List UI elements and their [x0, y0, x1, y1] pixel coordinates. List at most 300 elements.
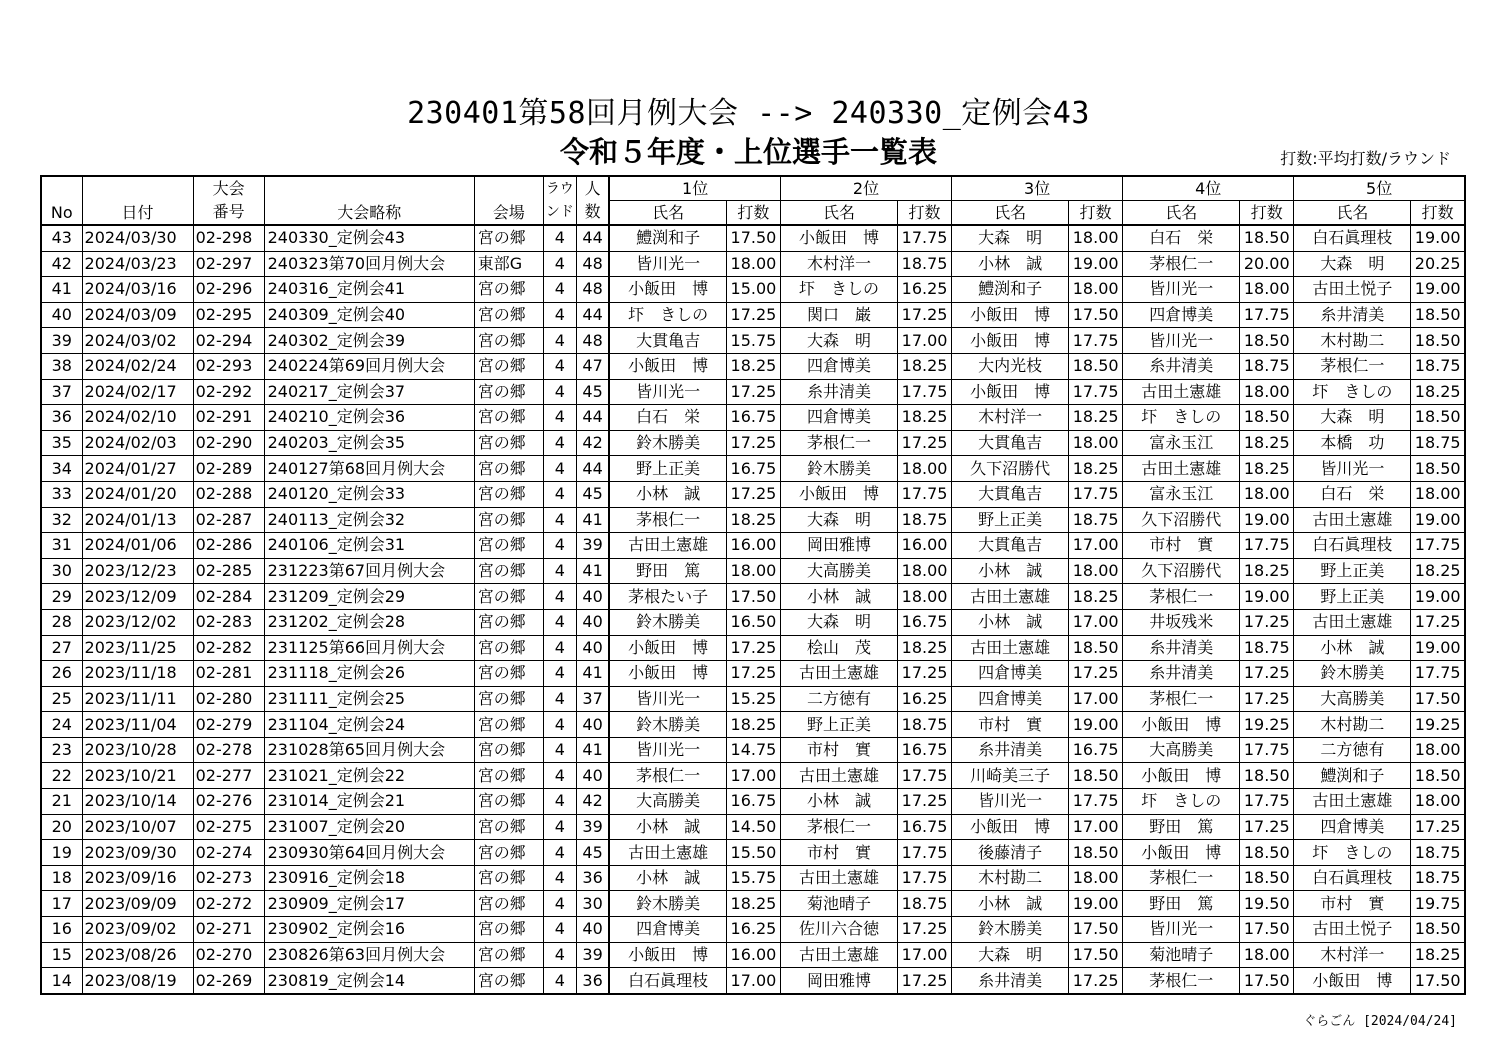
place-5-player: 大森 明 [1294, 405, 1411, 431]
place-3-player: 小林 誠 [952, 558, 1069, 584]
place-1-score: 17.25 [726, 661, 780, 687]
table-row [41, 405, 1465, 431]
place-4-player: 茅根仁一 [1123, 584, 1240, 610]
place-2-player: 菊池晴子 [780, 891, 897, 917]
row-event-code: 02-281 [193, 661, 264, 687]
row-players: 48 [576, 328, 609, 354]
row-date: 2023/09/30 [82, 840, 193, 866]
row-players: 40 [576, 584, 609, 610]
place-5-score: 18.50 [1411, 917, 1465, 943]
place-2-player: 市村 實 [780, 840, 897, 866]
row-rounds: 4 [543, 558, 576, 584]
row-venue: 宮の郷 [474, 328, 543, 354]
place-5-player: 白石 栄 [1294, 481, 1411, 507]
place-3-score: 18.00 [1069, 277, 1123, 303]
place-3-score: 17.00 [1069, 814, 1123, 840]
row-event-code: 02-275 [193, 814, 264, 840]
row-event-code: 02-280 [193, 686, 264, 712]
place-1-player: 小林 誠 [609, 814, 726, 840]
place-5-score: 19.00 [1411, 225, 1465, 251]
place-1-score: 15.50 [726, 840, 780, 866]
place-4-player: 圷 きしの [1123, 789, 1240, 815]
row-no: 40 [41, 302, 82, 328]
place-4-player: 古田土憲雄 [1123, 456, 1240, 482]
place-5-score: 19.75 [1411, 891, 1465, 917]
footer-credit: ぐらごん [2024/04/24] [1303, 1014, 1457, 1029]
row-rounds: 4 [543, 353, 576, 379]
row-date: 2024/03/09 [82, 302, 193, 328]
table-row [41, 456, 1465, 482]
row-no: 25 [41, 686, 82, 712]
table-row [41, 533, 1465, 559]
row-event-name: 240309_定例会40 [264, 302, 474, 328]
row-no: 42 [41, 251, 82, 277]
place-4-score: 18.25 [1240, 456, 1294, 482]
row-date: 2023/11/25 [82, 635, 193, 661]
row-event-code: 02-283 [193, 609, 264, 635]
place-5-score: 19.00 [1411, 507, 1465, 533]
row-event-code: 02-293 [193, 353, 264, 379]
table-row [41, 379, 1465, 405]
place-4-player: 圷 きしの [1123, 405, 1240, 431]
row-event-code: 02-277 [193, 763, 264, 789]
table-row [41, 712, 1465, 738]
place-3-score: 18.25 [1069, 456, 1123, 482]
header-score: 打数 [1240, 201, 1294, 226]
table-row [41, 840, 1465, 866]
row-date: 2023/09/09 [82, 891, 193, 917]
place-2-score: 17.25 [898, 302, 952, 328]
place-5-score: 17.50 [1411, 968, 1465, 994]
place-1-score: 16.00 [726, 942, 780, 968]
place-2-player: 大森 明 [780, 609, 897, 635]
place-2-player: 佐川六合徳 [780, 917, 897, 943]
place-4-player: 皆川光一 [1123, 328, 1240, 354]
place-4-score: 19.00 [1240, 584, 1294, 610]
place-2-score: 17.75 [898, 379, 952, 405]
row-no: 23 [41, 737, 82, 763]
place-2-player: 古田土憲雄 [780, 661, 897, 687]
place-3-score: 18.50 [1069, 840, 1123, 866]
row-event-code: 02-270 [193, 942, 264, 968]
place-2-score: 18.00 [898, 584, 952, 610]
table-row [41, 635, 1465, 661]
row-date: 2023/10/07 [82, 814, 193, 840]
row-no: 43 [41, 225, 82, 251]
place-3-score: 18.25 [1069, 405, 1123, 431]
place-5-score: 17.50 [1411, 686, 1465, 712]
table-row [41, 609, 1465, 635]
place-1-player: 皆川光一 [609, 379, 726, 405]
table-row [41, 481, 1465, 507]
row-players: 44 [576, 405, 609, 431]
table-header [41, 176, 1465, 225]
row-venue: 宮の郷 [474, 353, 543, 379]
place-1-player: 鈴木勝美 [609, 712, 726, 738]
place-4-player: 野田 篤 [1123, 814, 1240, 840]
place-4-player: 小飯田 博 [1123, 712, 1240, 738]
row-venue: 宮の郷 [474, 865, 543, 891]
place-5-score: 17.75 [1411, 533, 1465, 559]
place-2-player: 茅根仁一 [780, 814, 897, 840]
row-event-code: 02-291 [193, 405, 264, 431]
row-event-name: 230826第63回月例大会 [264, 942, 474, 968]
place-1-score: 16.75 [726, 405, 780, 431]
place-4-score: 18.50 [1240, 405, 1294, 431]
row-players: 42 [576, 789, 609, 815]
place-5-player: 白石眞理枝 [1294, 225, 1411, 251]
row-date: 2023/10/14 [82, 789, 193, 815]
row-no: 41 [41, 277, 82, 303]
place-1-score: 17.25 [726, 635, 780, 661]
header-player: 氏名 [609, 201, 726, 226]
row-event-code: 02-298 [193, 225, 264, 251]
row-rounds: 4 [543, 661, 576, 687]
place-5-score: 19.25 [1411, 712, 1465, 738]
place-4-player: 古田土憲雄 [1123, 379, 1240, 405]
table-row [41, 225, 1465, 251]
header-player: 氏名 [1294, 201, 1411, 226]
place-4-player: 糸井清美 [1123, 635, 1240, 661]
row-venue: 宮の郷 [474, 277, 543, 303]
row-event-code: 02-295 [193, 302, 264, 328]
place-3-score: 17.50 [1069, 942, 1123, 968]
row-venue: 宮の郷 [474, 737, 543, 763]
place-4-score: 18.75 [1240, 635, 1294, 661]
place-3-player: 久下沼勝代 [952, 456, 1069, 482]
place-4-player: 久下沼勝代 [1123, 507, 1240, 533]
row-venue: 宮の郷 [474, 917, 543, 943]
row-rounds: 4 [543, 328, 576, 354]
row-players: 47 [576, 353, 609, 379]
place-2-score: 16.75 [898, 814, 952, 840]
place-1-score: 15.75 [726, 865, 780, 891]
row-players: 42 [576, 430, 609, 456]
place-3-score: 18.00 [1069, 225, 1123, 251]
row-event-code: 02-284 [193, 584, 264, 610]
place-4-score: 18.00 [1240, 942, 1294, 968]
place-4-score: 19.25 [1240, 712, 1294, 738]
place-5-score: 19.00 [1411, 635, 1465, 661]
place-2-score: 18.75 [898, 891, 952, 917]
header-score: 打数 [726, 201, 780, 226]
place-3-score: 17.75 [1069, 789, 1123, 815]
place-5-player: 白石眞理枝 [1294, 865, 1411, 891]
row-event-name: 231104_定例会24 [264, 712, 474, 738]
row-no: 37 [41, 379, 82, 405]
table-row [41, 968, 1465, 994]
place-3-score: 17.75 [1069, 328, 1123, 354]
place-4-score: 18.50 [1240, 763, 1294, 789]
row-venue: 宮の郷 [474, 942, 543, 968]
place-4-player: 市村 實 [1123, 533, 1240, 559]
row-players: 41 [576, 507, 609, 533]
place-5-player: 古田土憲雄 [1294, 609, 1411, 635]
place-4-score: 17.50 [1240, 968, 1294, 994]
place-2-score: 17.75 [898, 840, 952, 866]
place-3-player: 四倉博美 [952, 686, 1069, 712]
place-1-score: 18.00 [726, 558, 780, 584]
place-3-score: 18.00 [1069, 430, 1123, 456]
place-1-player: 鈴木勝美 [609, 609, 726, 635]
table-row [41, 865, 1465, 891]
place-1-score: 18.25 [726, 353, 780, 379]
place-2-score: 18.75 [898, 712, 952, 738]
row-rounds: 4 [543, 251, 576, 277]
place-1-player: 白石 栄 [609, 405, 726, 431]
row-players: 40 [576, 917, 609, 943]
place-3-score: 18.25 [1069, 584, 1123, 610]
row-no: 38 [41, 353, 82, 379]
place-1-score: 15.75 [726, 328, 780, 354]
place-1-score: 18.25 [726, 891, 780, 917]
row-players: 40 [576, 609, 609, 635]
place-2-player: 野上正美 [780, 712, 897, 738]
row-players: 41 [576, 558, 609, 584]
row-venue: 東部G [474, 251, 543, 277]
place-1-player: 皆川光一 [609, 251, 726, 277]
place-1-player: 小飯田 博 [609, 635, 726, 661]
place-4-player: 白石 栄 [1123, 225, 1240, 251]
place-1-player: 鈴木勝美 [609, 891, 726, 917]
place-1-player: 小飯田 博 [609, 942, 726, 968]
table-row [41, 763, 1465, 789]
row-players: 45 [576, 379, 609, 405]
header-round-bottom: ンド [543, 201, 576, 226]
place-4-score: 17.25 [1240, 686, 1294, 712]
place-5-score: 18.75 [1411, 430, 1465, 456]
row-rounds: 4 [543, 942, 576, 968]
place-2-score: 17.25 [898, 430, 952, 456]
row-no: 34 [41, 456, 82, 482]
row-event-code: 02-282 [193, 635, 264, 661]
row-no: 26 [41, 661, 82, 687]
table-row [41, 917, 1465, 943]
place-1-score: 16.75 [726, 789, 780, 815]
row-date: 2024/03/23 [82, 251, 193, 277]
place-5-player: 糸井清美 [1294, 302, 1411, 328]
place-2-player: 大高勝美 [780, 558, 897, 584]
place-4-score: 18.50 [1240, 840, 1294, 866]
place-2-player: 小林 誠 [780, 789, 897, 815]
place-5-player: 市村 實 [1294, 891, 1411, 917]
place-4-player: 糸井清美 [1123, 661, 1240, 687]
row-venue: 宮の郷 [474, 891, 543, 917]
row-date: 2024/02/24 [82, 353, 193, 379]
row-event-code: 02-296 [193, 277, 264, 303]
place-1-player: 茅根仁一 [609, 507, 726, 533]
place-3-player: 木村洋一 [952, 405, 1069, 431]
place-2-score: 17.25 [898, 968, 952, 994]
row-rounds: 4 [543, 840, 576, 866]
place-4-score: 18.50 [1240, 328, 1294, 354]
row-event-name: 230819_定例会14 [264, 968, 474, 994]
place-5-player: 本橋 功 [1294, 430, 1411, 456]
row-rounds: 4 [543, 712, 576, 738]
row-event-code: 02-288 [193, 481, 264, 507]
table-row [41, 507, 1465, 533]
row-venue: 宮の郷 [474, 481, 543, 507]
row-rounds: 4 [543, 302, 576, 328]
row-players: 45 [576, 481, 609, 507]
place-2-score: 18.00 [898, 558, 952, 584]
row-date: 2024/01/27 [82, 456, 193, 482]
place-2-score: 18.25 [898, 405, 952, 431]
place-4-player: 富永玉江 [1123, 481, 1240, 507]
place-5-player: 古田土悦子 [1294, 917, 1411, 943]
row-date: 2024/01/20 [82, 481, 193, 507]
row-venue: 宮の郷 [474, 635, 543, 661]
row-event-name: 240127第68回月例大会 [264, 456, 474, 482]
place-2-score: 16.75 [898, 737, 952, 763]
place-2-score: 16.75 [898, 609, 952, 635]
row-players: 39 [576, 533, 609, 559]
header-round-top: ラウ [543, 176, 576, 201]
place-3-player: 小林 誠 [952, 251, 1069, 277]
place-2-player: 小飯田 博 [780, 481, 897, 507]
row-no: 29 [41, 584, 82, 610]
row-date: 2024/02/10 [82, 405, 193, 431]
place-2-player: 大森 明 [780, 328, 897, 354]
row-event-name: 231111_定例会25 [264, 686, 474, 712]
place-1-score: 17.25 [726, 302, 780, 328]
place-1-player: 白石眞理枝 [609, 968, 726, 994]
place-2-player: 茅根仁一 [780, 430, 897, 456]
row-venue: 宮の郷 [474, 507, 543, 533]
place-3-score: 16.75 [1069, 737, 1123, 763]
row-date: 2023/11/11 [82, 686, 193, 712]
row-venue: 宮の郷 [474, 302, 543, 328]
header-place-3: 3位 [952, 176, 1123, 201]
table-row [41, 814, 1465, 840]
row-players: 44 [576, 456, 609, 482]
row-event-code: 02-287 [193, 507, 264, 533]
place-3-player: 小林 誠 [952, 609, 1069, 635]
place-4-score: 18.50 [1240, 865, 1294, 891]
place-3-score: 17.25 [1069, 968, 1123, 994]
place-2-score: 17.00 [898, 942, 952, 968]
place-3-score: 17.25 [1069, 661, 1123, 687]
row-rounds: 4 [543, 635, 576, 661]
row-rounds: 4 [543, 686, 576, 712]
header-score: 打数 [1069, 201, 1123, 226]
header-place-1: 1位 [609, 176, 780, 201]
place-2-player: 四倉博美 [780, 405, 897, 431]
header-event-top: 大会 [193, 176, 264, 201]
row-players: 40 [576, 712, 609, 738]
table-row [41, 942, 1465, 968]
place-4-player: 大高勝美 [1123, 737, 1240, 763]
place-5-score: 20.25 [1411, 251, 1465, 277]
row-venue: 宮の郷 [474, 686, 543, 712]
place-2-player: 古田土憲雄 [780, 942, 897, 968]
place-3-player: 大貫亀吉 [952, 533, 1069, 559]
row-players: 37 [576, 686, 609, 712]
header-event-name: 大会略称 [264, 176, 474, 225]
place-5-player: 木村勘二 [1294, 712, 1411, 738]
row-no: 21 [41, 789, 82, 815]
place-1-score: 18.00 [726, 251, 780, 277]
header-count-top: 人 [576, 176, 609, 201]
row-players: 41 [576, 661, 609, 687]
place-3-score: 17.00 [1069, 533, 1123, 559]
place-4-player: 糸井清美 [1123, 353, 1240, 379]
row-event-name: 240210_定例会36 [264, 405, 474, 431]
place-3-player: 糸井清美 [952, 968, 1069, 994]
header-count-bottom: 数 [576, 201, 609, 226]
table-row [41, 251, 1465, 277]
row-event-code: 02-271 [193, 917, 264, 943]
table-row [41, 558, 1465, 584]
place-1-player: 小林 誠 [609, 865, 726, 891]
row-date: 2024/02/03 [82, 430, 193, 456]
place-5-score: 19.00 [1411, 277, 1465, 303]
row-no: 19 [41, 840, 82, 866]
table-row [41, 789, 1465, 815]
place-4-score: 17.50 [1240, 917, 1294, 943]
place-5-player: 四倉博美 [1294, 814, 1411, 840]
place-5-player: 木村洋一 [1294, 942, 1411, 968]
table-row [41, 891, 1465, 917]
place-1-score: 17.25 [726, 379, 780, 405]
place-3-score: 19.00 [1069, 251, 1123, 277]
place-2-player: 二方徳有 [780, 686, 897, 712]
place-5-score: 18.00 [1411, 737, 1465, 763]
row-venue: 宮の郷 [474, 558, 543, 584]
place-4-score: 17.75 [1240, 789, 1294, 815]
row-date: 2024/01/13 [82, 507, 193, 533]
row-rounds: 4 [543, 456, 576, 482]
place-4-score: 18.00 [1240, 277, 1294, 303]
place-5-score: 18.50 [1411, 405, 1465, 431]
place-5-score: 17.75 [1411, 661, 1465, 687]
place-2-score: 18.00 [898, 456, 952, 482]
place-3-player: 糸井清美 [952, 737, 1069, 763]
row-event-code: 02-272 [193, 891, 264, 917]
place-2-player: 関口 巌 [780, 302, 897, 328]
row-event-name: 240203_定例会35 [264, 430, 474, 456]
place-5-score: 18.75 [1411, 840, 1465, 866]
place-2-player: 桧山 茂 [780, 635, 897, 661]
row-no: 31 [41, 533, 82, 559]
row-date: 2024/03/30 [82, 225, 193, 251]
place-3-player: 鈴木勝美 [952, 917, 1069, 943]
row-rounds: 4 [543, 917, 576, 943]
row-no: 35 [41, 430, 82, 456]
row-no: 28 [41, 609, 82, 635]
row-date: 2023/12/23 [82, 558, 193, 584]
row-event-code: 02-285 [193, 558, 264, 584]
row-event-code: 02-294 [193, 328, 264, 354]
place-5-score: 18.50 [1411, 763, 1465, 789]
place-4-score: 17.25 [1240, 661, 1294, 687]
row-no: 18 [41, 865, 82, 891]
place-4-score: 17.75 [1240, 737, 1294, 763]
row-event-name: 240316_定例会41 [264, 277, 474, 303]
place-4-player: 皆川光一 [1123, 277, 1240, 303]
place-2-score: 18.25 [898, 353, 952, 379]
row-event-code: 02-297 [193, 251, 264, 277]
place-2-player: 古田土憲雄 [780, 865, 897, 891]
place-3-score: 17.00 [1069, 609, 1123, 635]
header-no: No [41, 176, 82, 225]
row-venue: 宮の郷 [474, 225, 543, 251]
place-2-player: 四倉博美 [780, 353, 897, 379]
row-rounds: 4 [543, 891, 576, 917]
row-venue: 宮の郷 [474, 609, 543, 635]
header-score: 打数 [1411, 201, 1465, 226]
table-row [41, 430, 1465, 456]
